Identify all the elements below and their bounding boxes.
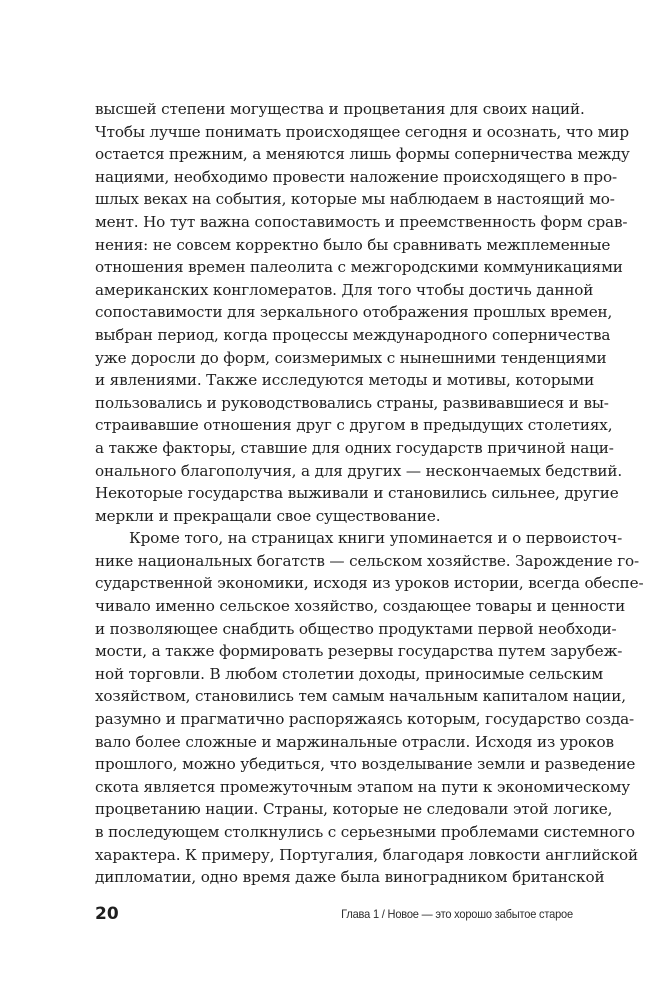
body-text	[95, 98, 644, 889]
text-line: американских конгломератов. Для того чтобы достичь данной	[95, 280, 594, 299]
text-line: высшей степени могущества и процветания для своих наций.	[95, 100, 585, 118]
page-number: 20	[95, 904, 119, 924]
paragraph-last-line: меркли и прекращали свое существование.	[95, 506, 441, 525]
text-line: уже доросли до форм, соизмеримых с нынешними тенденциями	[95, 348, 607, 367]
paragraph-first-line: Кроме того, на страницах книги упоминается и о первоисточ-	[129, 529, 623, 548]
text-line: процветанию нации. Страны, которые не следовали этой логике,	[95, 800, 613, 819]
text-line: а также факторы, ставшие для одних государств причиной наци-	[95, 438, 614, 457]
text-line: характера. К примеру, Португалия, благодаря ловкости английской	[95, 845, 639, 864]
text-line: скота является промежуточным этапом на пути к экономическому	[95, 777, 631, 796]
text-line: дипломатии, одно время даже была виноградником британской	[95, 868, 605, 887]
text-line: отношения времен палеолита с межгородскими коммуникациями	[95, 258, 623, 277]
text-line: нике национальных богатств — сельском хозяйстве. Зарождение го-	[95, 551, 639, 570]
text-line: прошлого, можно убедиться, что возделывание земли и разведение	[95, 755, 636, 774]
text-line: сударственной экономики, исходя из уроков истории, всегда обеспе-	[95, 574, 644, 593]
text-line: выбран период, когда процессы международного соперничества	[95, 325, 611, 344]
text-line: Чтобы лучше понимать происходящее сегодня и осознать, что мир	[95, 122, 629, 141]
text-line: мости, а также формировать резервы государства путем зарубеж-	[95, 642, 623, 661]
running-head: Глава 1 / Новое — это хорошо забытое старое	[341, 907, 573, 921]
text-line: чивало именно сельское хозяйство, создающее товары и ценности	[95, 597, 626, 616]
text-line: шлых веках на события, которые мы наблюдаем в настоящий мо-	[95, 190, 615, 209]
text-line: Некоторые государства выживали и становились сильнее, другие	[95, 484, 619, 503]
text-line: сопоставимости для зеркального отображения прошлых времен,	[95, 303, 613, 322]
text-line: страивавшие отношения друг с другом в предыдущих столетиях,	[95, 416, 613, 435]
text-line: и позволяющее снабдить общество продуктами первой необходи-	[95, 619, 617, 638]
text-line: остается прежним, а меняются лишь формы соперничества между	[95, 145, 630, 164]
text-line: нациями, необходимо провести наложение происходящего в про-	[95, 167, 617, 186]
text-line: и явлениями. Также исследуются методы и мотивы, которыми	[95, 371, 595, 390]
text-line: мент. Но тут важна сопоставимость и преемственность форм срав-	[95, 212, 628, 231]
text-line: онального благополучия, а для других — нескончаемых бедствий.	[95, 461, 623, 480]
text-line: нения: не совсем корректно было бы сравнивать межплеменные	[95, 235, 611, 254]
text-line: разумно и прагматично распоряжаясь которым, государство созда-	[95, 710, 635, 729]
text-line: пользовались и руководствовались страны, развивавшиеся и вы-	[95, 393, 609, 412]
page-footer	[95, 904, 573, 928]
text-line: вало более сложные и маржинальные отрасли. Исходя из уроков	[95, 732, 614, 751]
text-line: ной торговли. В любом столетии доходы, приносимые сельским	[95, 664, 604, 683]
text-line: в последующем столкнулись с серьезными проблемами системного	[95, 823, 635, 841]
text-line: хозяйством, становились тем самым начальным капиталом нации,	[95, 687, 626, 706]
